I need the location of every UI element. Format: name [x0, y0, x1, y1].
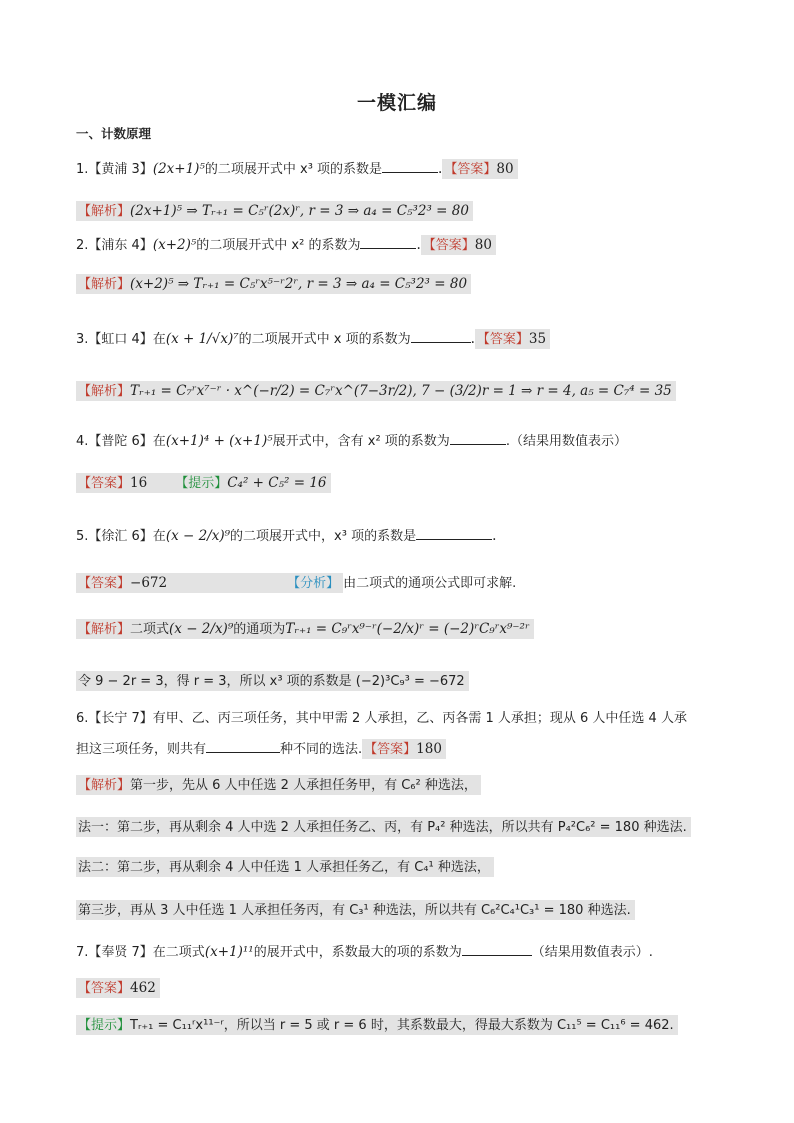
problem-1-prefix: 1.【黄浦 3】	[76, 162, 153, 177]
problem-6-solution-4: 第三步，再从 3 人中任选 1 人承担任务丙，有 C₃¹ 种选法，所以共有 C₆²C₄¹C₃¹ = 180 种选法.	[78, 903, 631, 918]
problem-4-end: .（结果用数值表示）	[505, 434, 627, 449]
problem-7-answer-line	[76, 977, 160, 1000]
solution-tag: 【解析】	[78, 622, 131, 637]
problem-7-text: 的展开式中，系数最大的项的系数为	[253, 945, 462, 960]
answer-tag: 【答案】	[476, 332, 529, 347]
problem-4-prefix: 4.【普陀 6】在	[76, 434, 166, 449]
problem-1-question	[76, 158, 518, 181]
problem-1-answer: 80	[496, 161, 514, 177]
problem-5-end: .	[492, 528, 497, 544]
problem-3-solution-text: Tᵣ₊₁ = C₇ʳx⁷⁻ʳ · x^(−r/2) = C₇ʳx^(7−3r/2), 7 − (3/2)r = 1 ⇒ r = 4, a₅ = C₇⁴ = 35	[130, 383, 672, 399]
problem-3-end: .	[470, 331, 475, 347]
problem-7-expression: (x+1)¹¹	[204, 944, 254, 960]
problem-2-question	[76, 234, 496, 257]
problem-3-text: 的二项展开式中 x 项的系数为	[238, 332, 411, 347]
problem-6-question-line-2	[76, 738, 446, 761]
answer-blank	[206, 738, 280, 753]
problem-3-solution	[76, 380, 676, 403]
solution-tag: 【解析】	[78, 277, 131, 292]
problem-1-solution-text: (2x+1)⁵ ⇒ Tᵣ₊₁ = C₅ʳ(2x)ʳ, r = 3 ⇒ a₄ = C₅³2³ = 80	[130, 203, 469, 219]
answer-blank	[382, 158, 438, 173]
problem-5-text: 的二项展开式中，x³ 项的系数是	[230, 529, 417, 544]
problem-1-end: .	[438, 161, 443, 177]
problem-6-solution-line-2	[76, 816, 691, 839]
hint-tag: 【提示】	[175, 476, 228, 491]
problem-1-expression: (2x+1)⁵	[152, 161, 205, 177]
problem-5-extra	[76, 670, 469, 693]
problem-5-solution-expression: (x − 2/x)⁹	[169, 621, 234, 637]
problem-5-solution-lead: 二项式	[130, 622, 170, 637]
problem-6-text-1: 6.【长宁 7】有甲、乙、丙三项任务，其中甲需 2 人承担，乙、丙各需 1 人承担；现从 6 人中任选 4 人承	[76, 711, 687, 726]
problem-5-analysis: 由二项式的通项公式即可求解.	[343, 576, 517, 591]
problem-6-solution-3: 法二：第二步，再从剩余 4 人中任选 1 人承担任务乙，有 C₄¹ 种选法，	[78, 860, 490, 875]
problem-5-expression: (x − 2/x)⁹	[165, 528, 231, 544]
answer-tag: 【答案】	[364, 742, 417, 757]
problem-5-solution-formula: Tᵣ₊₁ = C₉ʳx⁹⁻ʳ(−2/x)ʳ = (−2)ʳC₉ʳx⁹⁻²ʳ	[285, 621, 530, 637]
problem-1-solution	[76, 200, 473, 223]
analysis-tag: 【分析】	[287, 576, 340, 591]
page-title: 一模汇编	[356, 92, 437, 114]
problem-5-prefix: 5.【徐汇 6】在	[76, 529, 166, 544]
problem-3-prefix: 3.【虹口 4】在	[76, 332, 166, 347]
problem-5-question	[76, 525, 496, 548]
problem-6-text-2-end: 种不同的选法.	[280, 742, 363, 757]
answer-blank	[450, 430, 506, 445]
solution-tag: 【解析】	[78, 778, 131, 793]
problem-6-solution-2: 法一：第二步，再从剩余 4 人中选 2 人承担任务乙、丙，有 P₄² 种选法，所以共有 P₄²C₆² = 180 种选法.	[78, 820, 687, 835]
problem-7-end: （结果用数值表示）.	[531, 945, 653, 960]
problem-6-question-line-1	[76, 707, 687, 730]
answer-tag: 【答案】	[444, 162, 497, 177]
problem-5-solution-mid: 的通项为	[233, 622, 286, 637]
answer-tag: 【答案】	[78, 476, 131, 491]
problem-2-solution-text: (x+2)⁵ ⇒ Tᵣ₊₁ = C₅ʳx⁵⁻ʳ2ʳ, r = 3 ⇒ a₄ = C₅³2³ = 80	[130, 276, 468, 292]
problem-3-expression: (x + 1/√x)⁷	[165, 331, 239, 347]
problem-7-answer: 462	[130, 980, 156, 996]
problem-4-question	[76, 430, 627, 453]
hint-tag: 【提示】	[78, 1018, 131, 1033]
problem-6-text-2: 担这三项任务，则共有	[76, 742, 207, 757]
problem-2-expression: (x+2)⁵	[152, 237, 197, 253]
answer-blank	[462, 941, 532, 956]
problem-2-end: .	[416, 237, 421, 253]
problem-7-hint: Tᵣ₊₁ = C₁₁ʳx¹¹⁻ʳ，所以当 r = 5 或 r = 6 时，其系数最大，得最大系数为 C₁₁⁵ = C₁₁⁶ = 462.	[130, 1018, 674, 1033]
solution-tag: 【解析】	[78, 204, 131, 219]
problem-5-answer-line	[76, 572, 516, 595]
answer-tag: 【答案】	[78, 576, 131, 591]
problem-2-prefix: 2.【浦东 4】	[76, 238, 153, 253]
problem-2-answer: 80	[474, 237, 492, 253]
problem-4-answer: 16	[130, 475, 148, 491]
problem-4-expression: (x+1)⁴ + (x+1)⁵	[165, 433, 273, 449]
problem-6-solution-line-4	[76, 899, 635, 922]
problem-7-hint-line	[76, 1014, 678, 1037]
solution-tag: 【解析】	[78, 384, 131, 399]
problem-5-extra-text: 令 9 − 2r = 3，得 r = 3，所以 x³ 项的系数是 (−2)³C₉³ = −672	[78, 674, 465, 689]
problem-5-solution	[76, 618, 534, 641]
problem-6-solution-1: 第一步，先从 6 人中任选 2 人承担任务甲，有 C₆² 种选法，	[130, 778, 477, 793]
problem-2-text: 的二项展开式中 x² 的系数为	[196, 238, 361, 253]
section-heading: 一、计数原理	[76, 126, 152, 141]
problem-4-answer-line	[76, 472, 331, 495]
problem-7-question	[76, 941, 653, 964]
problem-1-text: 的二项展开式中 x³ 项的系数是	[204, 162, 383, 177]
answer-blank	[416, 525, 492, 540]
problem-3-answer: 35	[528, 331, 547, 347]
problem-4-hint: C₄² + C₅² = 16	[227, 475, 327, 491]
problem-4-text: 展开式中，含有 x² 项的系数为	[272, 434, 450, 449]
answer-tag: 【答案】	[422, 238, 475, 253]
answer-blank	[360, 234, 416, 249]
problem-6-answer: 180	[416, 741, 442, 757]
problem-3-question	[76, 328, 550, 351]
problem-7-prefix: 7.【奉贤 7】在二项式	[76, 945, 205, 960]
answer-blank	[411, 328, 471, 343]
problem-2-solution	[76, 273, 471, 296]
problem-6-solution-line-3	[76, 856, 494, 879]
problem-6-solution-line-1	[76, 774, 481, 797]
problem-5-answer: −672	[130, 575, 168, 591]
answer-tag: 【答案】	[78, 981, 131, 996]
